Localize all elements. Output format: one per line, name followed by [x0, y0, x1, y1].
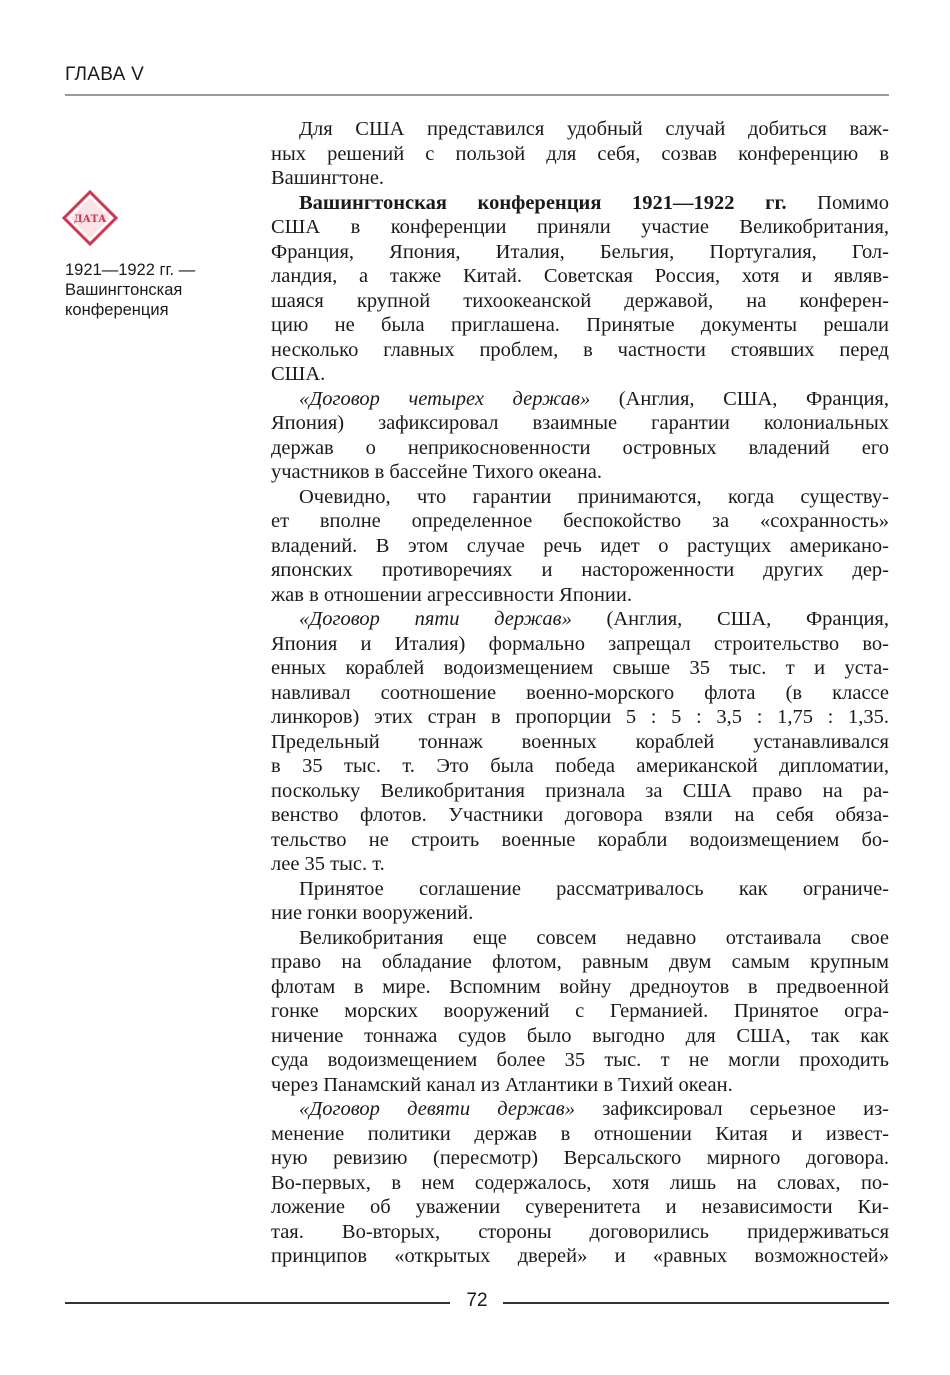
text-line — [271, 240, 889, 265]
text-line — [271, 289, 889, 314]
text-line — [271, 1220, 889, 1245]
margin-note-line: 1921—1922 гг. — — [65, 261, 196, 279]
line-text: тельство не строить военные корабли водоизмещением бо- — [271, 828, 889, 851]
text-line — [271, 534, 889, 559]
text-line — [271, 460, 889, 485]
text-line — [271, 1097, 889, 1122]
line-text: гонке морских вооружений с Германией. Принятое огра- — [271, 1000, 889, 1022]
text-line — [271, 705, 889, 730]
text-line — [271, 877, 889, 902]
margin-note-line: конференция — [65, 301, 169, 319]
text-line — [271, 632, 889, 657]
text-line — [271, 411, 889, 436]
text-line — [271, 1073, 889, 1098]
line-text: через Панамский канал из Атлантики в Тихий океан. — [271, 1073, 733, 1096]
text-line — [271, 852, 889, 877]
text-line — [271, 509, 889, 534]
svg-text:ДАТА: ДАТА — [73, 214, 107, 225]
text-line — [271, 607, 889, 632]
text-line — [271, 730, 889, 755]
line-text: жав в отношении агрессивности Японии. — [271, 583, 632, 606]
text-line — [271, 1122, 889, 1147]
text-line — [271, 191, 889, 216]
margin-note-line: Вашингтонская — [65, 281, 183, 299]
paragraph — [271, 117, 889, 191]
text-line — [271, 436, 889, 461]
line-text: Для США представился удобный случай добиться важ- — [299, 118, 889, 140]
text-line — [271, 779, 889, 804]
line-text: ных решений с пользой для себя, созвав конференцию в — [271, 142, 889, 165]
text-line — [271, 803, 889, 828]
line-text: Помимо — [786, 191, 889, 214]
text-line — [271, 975, 889, 1000]
text-line — [271, 1195, 889, 1220]
text-line — [271, 142, 889, 167]
bold-heading: Вашингтонская конференция 1921—1922 гг. — [299, 191, 787, 214]
line-text: держав о неприкосновенности островных владений его — [271, 436, 889, 459]
chapter-header: ГЛАВА V — [65, 64, 145, 85]
page-number: 72 — [466, 1290, 488, 1311]
date-badge-icon — [62, 190, 118, 246]
text-line — [271, 656, 889, 681]
line-text: венство флотов. Участники договора взяли на себя обяза- — [271, 804, 889, 826]
text-line — [271, 828, 889, 853]
line-text: участников в бассейне Тихого океана. — [271, 461, 602, 483]
text-line — [271, 1024, 889, 1049]
line-text: Франция, Япония, Италия, Бельгия, Португалия, Гол- — [271, 240, 889, 263]
text-line — [271, 313, 889, 338]
line-text: Очевидно, что гарантии принимаются, когда существу- — [299, 485, 889, 508]
line-text: владений. В этом случае речь идет о растущих американо- — [271, 534, 889, 557]
line-text: лее 35 тыс. т. — [271, 853, 385, 875]
line-text: ландия, а также Китай. Советская Россия, хотя и являв- — [271, 265, 889, 287]
paragraph — [271, 1097, 889, 1269]
text-line — [271, 117, 889, 142]
text-line — [271, 485, 889, 510]
paragraph — [271, 607, 889, 877]
line-text: США в конференции приняли участие Великобритания, — [271, 216, 889, 238]
text-line — [271, 558, 889, 583]
line-text: право на обладание флотом, равным двум самым крупным — [271, 951, 889, 973]
text-line — [271, 215, 889, 240]
line-text: Великобритания еще совсем недавно отстаивала свое — [299, 926, 889, 949]
text-line — [271, 387, 889, 412]
text-line — [271, 1146, 889, 1171]
line-text: ничение тоннажа судов было выгодно для США, так как — [271, 1024, 889, 1047]
line-text: принципов «открытых дверей» и «равных возможностей» — [271, 1245, 889, 1267]
text-line — [271, 754, 889, 779]
text-line — [271, 583, 889, 608]
line-text: Япония) зафиксировал взаимные гарантии колониальных — [271, 412, 889, 434]
text-line — [271, 362, 889, 387]
italic-term: «Договор пяти держав» — [299, 608, 572, 630]
text-line — [271, 901, 889, 926]
line-text: шаяся крупной тихоокеанской державой, на конферен- — [271, 289, 889, 312]
line-text: США. — [271, 363, 326, 385]
line-text: навливал соотношение военно-морского флота (в классе — [271, 681, 889, 704]
header-rule — [65, 94, 889, 96]
line-text: флотам в мире. Вспомним войну дредноутов в предвоенной — [271, 975, 889, 998]
line-text: зафиксировал серьезное из- — [574, 1098, 889, 1120]
line-text: японских противоречиях и настороженности других дер- — [271, 559, 889, 581]
line-text: ложение об уважении суверенитета и независимости Ки- — [271, 1196, 889, 1218]
text-line — [271, 1171, 889, 1196]
line-text: Вашингтоне. — [271, 167, 385, 189]
paragraph — [271, 877, 889, 926]
text-line — [271, 950, 889, 975]
line-text: несколько главных проблем, в частности стоявших перед — [271, 338, 889, 361]
line-text: (Англия, США, Франция, — [590, 387, 889, 410]
paragraph — [271, 387, 889, 485]
line-text: менение политики держав в отношении Китая и извест- — [271, 1122, 889, 1145]
line-text: Япония и Италия) формально запрещал строительство во- — [271, 632, 889, 655]
text-line — [271, 166, 889, 191]
line-text: линкоров) этих стран в пропорции 5 : 5 : 3,5 : 1,75 : 1,35. — [271, 706, 889, 728]
margin-note — [65, 260, 195, 320]
line-text: Предельный тоннаж военных кораблей устанавливался — [271, 730, 889, 753]
line-text: тая. Во-вторых, стороны договорились придерживаться — [271, 1220, 889, 1243]
line-text: ние гонки вооружений. — [271, 902, 474, 924]
line-text: поскольку Великобритания признала за США право на ра- — [271, 779, 889, 802]
text-line — [271, 1048, 889, 1073]
italic-term: «Договор четырех держав» — [299, 387, 591, 410]
line-text: (Англия, США, Франция, — [571, 608, 889, 630]
text-line — [271, 264, 889, 289]
footer-rule-right — [503, 1302, 889, 1304]
line-text: ную ревизию (пересмотр) Версальского мирного договора. — [271, 1147, 889, 1169]
body-text — [271, 117, 889, 1269]
line-text: суда водоизмещением более 35 тыс. т не могли проходить — [271, 1049, 889, 1071]
text-line — [271, 1244, 889, 1269]
text-line — [271, 338, 889, 363]
text-line — [271, 926, 889, 951]
paragraph — [271, 485, 889, 608]
line-text: Принятое соглашение рассматривалось как ограниче- — [299, 877, 889, 900]
text-line — [271, 999, 889, 1024]
paragraph — [271, 191, 889, 387]
text-line — [271, 681, 889, 706]
page-footer — [65, 1290, 889, 1314]
line-text: цию не была приглашена. Принятые документы решали — [271, 314, 889, 336]
italic-term: «Договор девяти держав» — [299, 1098, 575, 1120]
line-text: в 35 тыс. т. Это была победа американской дипломатии, — [271, 755, 889, 777]
paragraph — [271, 926, 889, 1098]
line-text: Во-первых, в нем содержалось, хотя лишь на словах, по- — [271, 1171, 889, 1194]
line-text: енных кораблей водоизмещением свыше 35 тыс. т и уста- — [271, 657, 889, 679]
line-text: ет вполне определенное беспокойство за «сохранность» — [271, 510, 889, 532]
